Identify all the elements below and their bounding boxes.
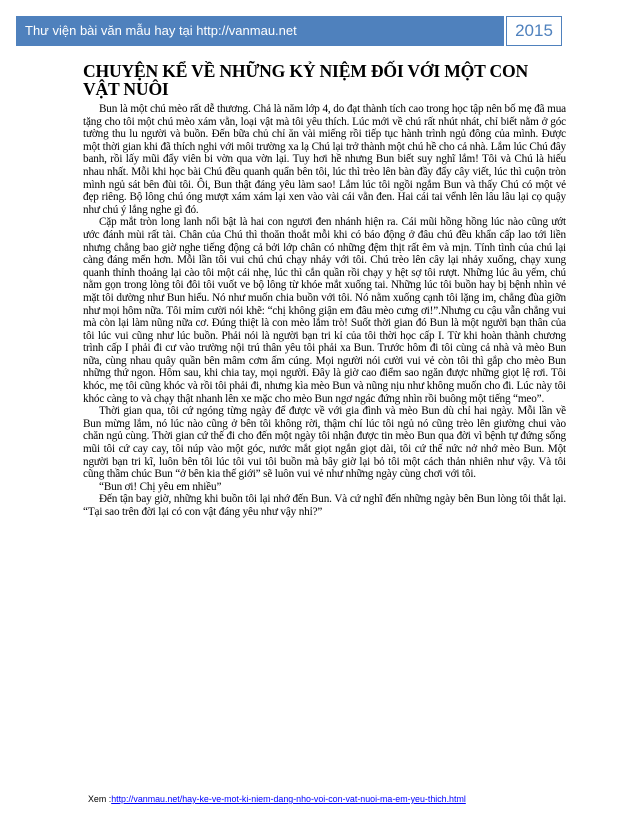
header-site-banner: Thư viện bài văn mẫu hay tại http://vanmau.net [16, 16, 504, 46]
source-link[interactable]: http://vanmau.net/hay-ke-ve-mot-ki-niem-dang-nho-voi-con-vat-nuoi-ma-em-yeu-thich.html [111, 794, 466, 804]
source-line [88, 793, 608, 805]
body-paragraph: Đến tận bay giờ, những khi buồn tôi lại nhớ đến Bun. Và cứ nghĩ đến những ngày bên Bun lòng tôi thắt lại. “Tại sao trên đời lại có con vật đáng yêu như vậy nhỉ?” [83, 493, 566, 518]
document-body [83, 103, 566, 519]
body-paragraph: Cặp mắt tròn long lanh nổi bật là hai con ngươi đen nhánh hiện ra. Cái mũi hồng hồng lúc nào cũng ướt ước đánh mùi rất tài. Chân của Chú thì thoăn thoắt mỗi khi có báo động ở đâu chú đều khẩn cấp lao tới liền nhưng chẳng bao giờ nghe tiếng động cả bởi lớp chân có những đệm thịt rất êm và mịn. Tính tình của chú lại càng đáng mến hơn. Mỗi lần tôi vui chú chú chạy nhảy với tôi. Chú trèo lên cây lại nhảy xuống, chạy xung quanh thỉnh thoảng lại cào tôi một cái nhẹ, lúc thì cắn quần rồi chạy y hệt sợ tôi rượt. Những lúc âu yếm, chú nằm gọn trong lòng tôi đôi tôi vuốt ve bộ lông từ khóe mắt xuống tai. Những lúc tôi buồn hay bị bệnh nhìn vẻ mặt tôi dường như Bun hiểu. Nó như muốn chia buồn với tôi. Nó nằm xuống cạnh tôi lặng im, chẳng đùa giỡn như mọi hôm nữa. Tôi mỉm cười nói khẽ: “chị không giận em đâu mèo cưng ơi!”.Nhưng cu cậu vẫn chẳng vui mà còn lại làm nũng nữa cơ. Đúng thiệt là con mèo lắm trò! Suốt thời gian đó Bun là một người bạn thân của tôi lúc vui cũng như lúc buồn. Phải nói là người bạn tri kỉ của tôi thời học cấp I. Từ khi hoàn thành chương trình cấp I phải đi cư vào trường nội trú thân yêu tôi phải xa Bun. Trước hôm đi tôi cùng cả nhà và mèo Bun nữa, cùng nhau quây quần bên mâm cơm ấm cúng. Mọi người nói cười vui vẻ còn tôi thì gắp cho mèo Bun những thứ ngon. Hôm sau, khi chia tay, mọi người. Đây là giờ cao điểm sao ngăn được những giọt lệ rơi. Tôi khóc, mẹ tôi cũng khóc và rồi tôi phải đi, nhưng kìa mèo Bun và nũng nịu như không muốn cho đi. Lúc này tôi khóc càng to và chạy thật nhanh lên xe mặc cho mèo Bun ngơ ngác đứng nhìn rồi buông một tiếng “meo”. [83, 216, 566, 405]
header-year-box: 2015 [506, 16, 562, 46]
source-label: Xem : [88, 794, 112, 804]
document-title: CHUYỆN KỂ VỀ NHỮNG KỶ NIỆM ĐỐI VỚI MỘT CON VẬT NUÔI [83, 61, 528, 99]
page-header [16, 16, 562, 46]
body-paragraph: “Bun ơi! Chị yêu em nhiều” [99, 480, 222, 493]
body-paragraph: Thời gian qua, tôi cứ ngóng từng ngày để được về với gia đình và mèo Bun dù chỉ hai ngày. Mỗi lần về Bun mừng lắm, nó lúc nào cũng ở bên tôi không rời, thậm chí lúc tôi ngủ nó cũng trèo lên giường chui vào chăn ngủ cùng. Thời gian cứ thế đi cho đến một ngày tôi nhận được tin mèo Bun qua đời vì bệnh tự đứng sống mũi tôi cứ cay cay, tôi núp vào một góc, nước mắt giọt ngắn giọt dài, tôi cứ thế nức nở nhớ mèo Bun. Một người bạn tri kĩ, luôn bên tôi lúc tôi vui tôi buồn mà bây giờ lại bỏ tôi một cách thản nhiên như vậy. Và tôi cũng thầm chúc Bun “ở bên kia thế giới” sẽ luôn vui vẻ như những ngày cùng chơi với tôi. [83, 405, 566, 481]
body-paragraph: Bun là một chú mèo rất dễ thương. Chả là năm lớp 4, do đạt thành tích cao trong học tập nên bố mẹ đã mua tặng cho tôi một chú mèo xám vằn, loại vật mà tôi yêu thích. Lúc mới về chú rất nhút nhát, chỉ biết nằm ở góc tường thu lu người và buồn. Đến bữa chủ chỉ ăn vài miếng rồi tiếp tục hành trình ngủ đông của mình. Được một thời gian khi đã thích nghi với môi trường xa lạ Chú lại trở thành một chú hề cho cả nhà. Lắm lúc Chú đây banh, rồi lấy mũi đẩy viên bi vờn qua vờn lại. Tuy hơi hề nhưng Bun biết suy nghĩ lắm! Tôi và Chú là hiểu nhau nhất. Mỗi khi học bài Chú đều quanh quẩn bên tôi, lúc thì trèo lên bàn đầy đẩy cây viết, lúc thì cuộn tròn mình ngủ sát bên đùi tôi. Ôi, Bun thật đáng yêu làm sao! Lắm lúc tôi ngồi ngắm Bun và thấy Chú có một vẻ đẹp riêng. Bộ lông chú óng mượt xám xám lại xen vào vài cái vằn đen. Hai cái tai vểnh lên lâu lâu lại cọ quậy như chú ý lắng nghe gì đó. [83, 103, 566, 216]
